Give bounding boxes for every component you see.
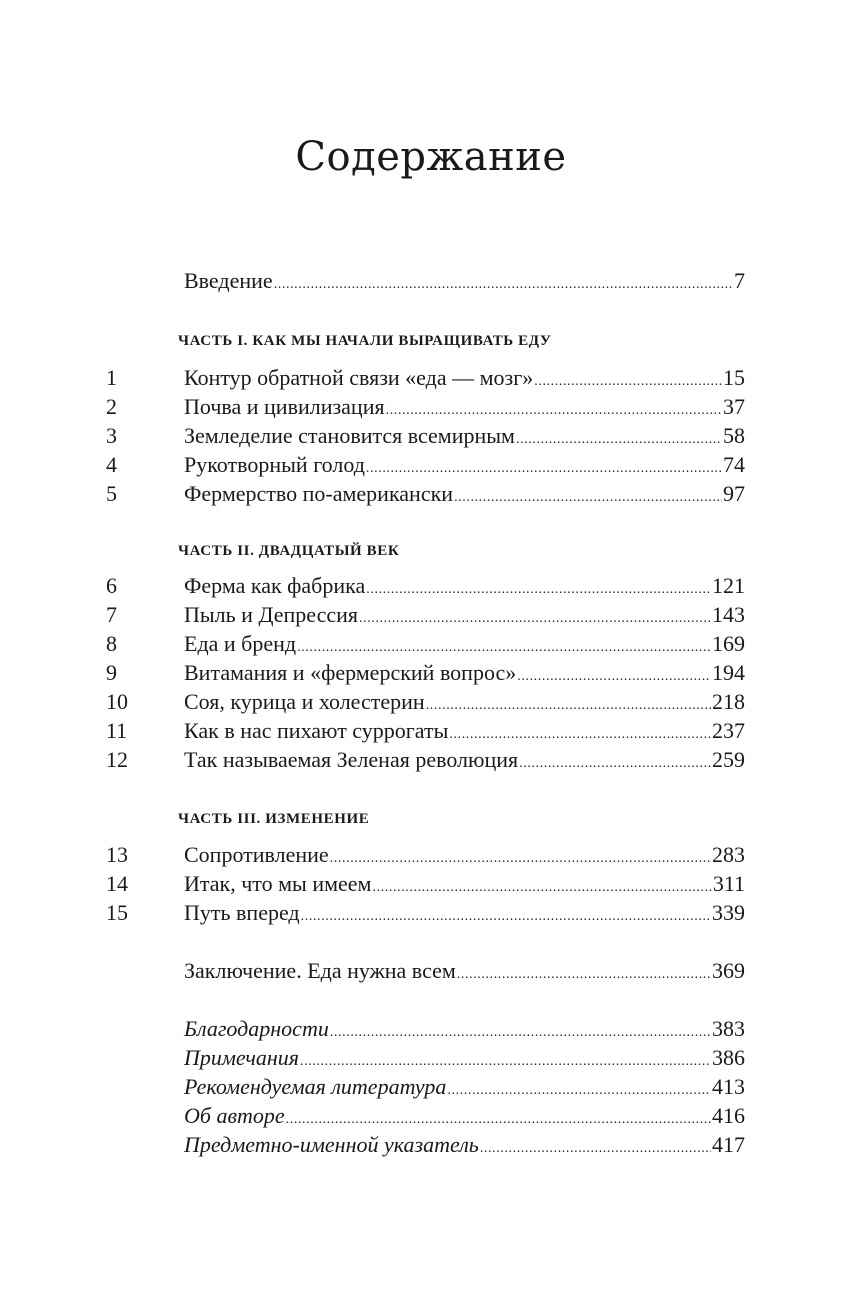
toc-chapter-6[interactable] — [100, 571, 745, 601]
part-heading-2: ЧАСТЬ II. ДВАДЦАТЫЙ ВЕК — [178, 543, 400, 559]
toc-entry-label: Заключение. Еда нужна всем — [184, 958, 456, 983]
page-title: Содержание — [295, 134, 567, 180]
toc-page-number: 15 — [723, 365, 745, 390]
toc-page-number: 58 — [723, 423, 745, 448]
toc-entry-conclusion[interactable] — [100, 956, 745, 986]
chapter-number: 6 — [106, 573, 117, 598]
dot-leader — [519, 749, 711, 779]
toc-backmatter-acknowledgments[interactable] — [100, 1014, 745, 1044]
dot-leader — [274, 270, 733, 300]
chapter-number: 5 — [106, 481, 117, 506]
toc-chapter-4[interactable] — [100, 450, 745, 480]
chapter-number: 4 — [106, 452, 117, 477]
toc-page-number: 386 — [712, 1045, 745, 1070]
toc-entry-label: Предметно-именной указатель — [184, 1132, 479, 1157]
toc-entry-label: Так называемая Зеленая революция — [184, 747, 519, 772]
toc-entry-label: Об авторе — [184, 1103, 285, 1128]
dot-leader — [480, 1134, 711, 1164]
toc-entry-label: Почва и цивилизация — [184, 394, 385, 419]
dot-leader — [457, 960, 711, 990]
toc-page-number: 383 — [712, 1016, 745, 1041]
toc-chapter-11[interactable] — [100, 716, 745, 746]
chapter-number: 7 — [106, 602, 117, 627]
toc-page-number: 37 — [723, 394, 745, 419]
toc-entry-label: Рекомендуемая литература — [184, 1074, 447, 1099]
toc-chapter-8[interactable] — [100, 629, 745, 659]
toc-page-number: 237 — [712, 718, 745, 743]
toc-entry-label: Еда и бренд — [184, 631, 297, 656]
toc-page-number: 97 — [723, 481, 745, 506]
chapter-number: 2 — [106, 394, 117, 419]
chapter-number: 11 — [106, 718, 128, 743]
toc-page-number: 194 — [712, 660, 745, 685]
toc-page-number: 218 — [712, 689, 745, 714]
toc-chapter-9[interactable] — [100, 658, 745, 688]
toc-entry-label: Как в нас пихают суррогаты — [184, 718, 449, 743]
toc-page-number: 121 — [712, 573, 745, 598]
chapter-number: 14 — [106, 871, 128, 896]
toc-page-number: 259 — [712, 747, 745, 772]
toc-page-number: 169 — [712, 631, 745, 656]
toc-page-number: 143 — [712, 602, 745, 627]
chapter-number: 13 — [106, 842, 128, 867]
toc-page-number: 416 — [712, 1103, 745, 1128]
toc-chapter-5[interactable] — [100, 479, 745, 509]
toc-entry-label: Примечания — [184, 1045, 300, 1070]
toc-chapter-14[interactable] — [100, 869, 745, 899]
toc-entry-label: Введение — [184, 268, 273, 293]
toc-page-number: 283 — [712, 842, 745, 867]
toc-chapter-1[interactable] — [100, 363, 745, 393]
toc-entry-label: Фермерство по-американски — [184, 481, 454, 506]
part-heading-1: ЧАСТЬ I. КАК МЫ НАЧАЛИ ВЫРАЩИВАТЬ ЕДУ — [178, 333, 552, 349]
toc-entry-label: Рукотворный голод — [184, 452, 365, 477]
toc-entry-label: Пыль и Депрессия — [184, 602, 359, 627]
toc-chapter-13[interactable] — [100, 840, 745, 870]
dot-leader — [454, 483, 722, 513]
chapter-number: 12 — [106, 747, 128, 772]
toc-page-number: 417 — [712, 1132, 745, 1157]
toc-backmatter-index[interactable] — [100, 1130, 745, 1160]
toc-chapter-3[interactable] — [100, 421, 745, 451]
toc-chapter-2[interactable] — [100, 392, 745, 422]
chapter-number: 8 — [106, 631, 117, 656]
chapter-number: 3 — [106, 423, 117, 448]
toc-entry-label: Земледелие становится всемирным — [184, 423, 515, 448]
chapter-number: 10 — [106, 689, 128, 714]
toc-page-number: 74 — [723, 452, 745, 477]
toc-entry-label: Соя, курица и холестерин — [184, 689, 425, 714]
toc-page-number: 7 — [734, 268, 745, 293]
chapter-number: 15 — [106, 900, 128, 925]
toc-backmatter-author[interactable] — [100, 1101, 745, 1131]
toc-entry-label: Итак, что мы имеем — [184, 871, 372, 896]
toc-chapter-15[interactable] — [100, 898, 745, 928]
toc-page-number: 413 — [712, 1074, 745, 1099]
chapter-number: 1 — [106, 365, 117, 390]
part-heading-3: ЧАСТЬ III. ИЗМЕНЕНИЕ — [178, 811, 370, 827]
toc-page-number: 311 — [712, 871, 745, 896]
toc-entry-intro[interactable] — [100, 266, 745, 296]
toc-page-number: 369 — [712, 958, 745, 983]
toc-chapter-12[interactable] — [100, 745, 745, 775]
toc-backmatter-notes[interactable] — [100, 1043, 745, 1073]
chapter-number: 9 — [106, 660, 117, 685]
toc-entry-label: Витамания и «фермерский вопрос» — [184, 660, 517, 685]
toc-entry-label: Контур обратной связи «еда — мозг» — [184, 365, 534, 390]
toc-entry-label: Ферма как фабрика — [184, 573, 366, 598]
toc-backmatter-reading[interactable] — [100, 1072, 745, 1102]
toc-entry-label: Благодарности — [184, 1016, 329, 1041]
toc-entry-label: Путь вперед — [184, 900, 300, 925]
toc-page-number: 339 — [712, 900, 745, 925]
dot-leader — [301, 902, 711, 932]
toc-chapter-7[interactable] — [100, 600, 745, 630]
toc-entry-label: Сопротивление — [184, 842, 329, 867]
toc-chapter-10[interactable] — [100, 687, 745, 717]
